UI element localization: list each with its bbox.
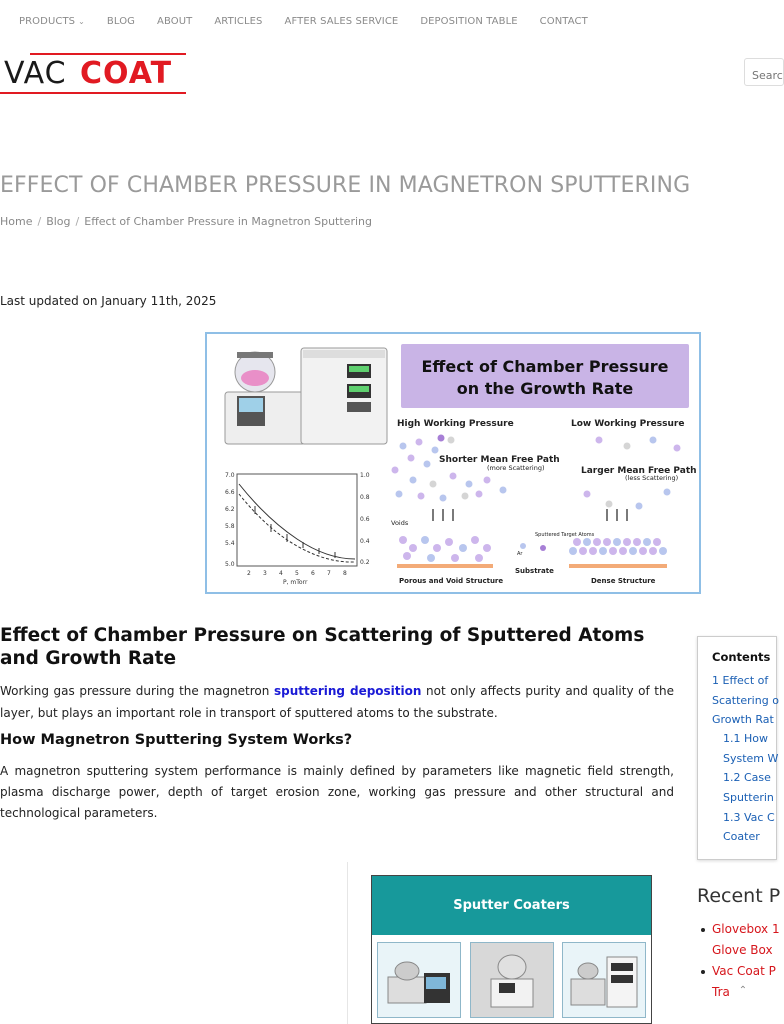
toc-entry-1-3-line2[interactable]: Coater [723,830,760,843]
product-thumb-2[interactable] [470,942,554,1018]
dense-film [569,538,667,568]
svg-text:5.8: 5.8 [225,523,235,530]
recent-post-link[interactable]: Vac Coat P [712,964,776,978]
sputtered-atoms-label: Sputtered Target Atoms [535,532,595,538]
shorter-path-label: Shorter Mean Free Path [439,455,560,465]
paragraph-text: not only affects purity and quality of the layer, but plays an important role in transport of sputtered atoms to the substrate. [0,684,674,720]
figure-title-box [401,344,689,408]
dense-label: Dense Structure [591,577,656,585]
site-logo[interactable] [0,46,186,96]
toc-entry-1-2-line2[interactable]: Sputterin [723,791,774,804]
chevron-up-icon: ⌃ [738,985,748,996]
logo-bottom-line [0,92,186,94]
svg-text:6.2: 6.2 [225,506,235,513]
nav-products[interactable] [19,16,85,27]
substrate-label: Substrate [515,567,554,575]
recent-post-link[interactable]: Tra [712,985,730,999]
toc-entry-1-2[interactable]: 1.2 Case [723,771,771,784]
product-thumb-1[interactable] [377,942,461,1018]
nav-about[interactable]: ABOUT [157,15,193,27]
breadcrumb [0,215,372,228]
toc-entry-1-1[interactable]: 1.1 How [723,732,768,745]
article-paragraph-1 [0,680,674,724]
product-thumb-3[interactable] [562,942,646,1018]
nav-contact[interactable]: CONTACT [539,15,588,27]
svg-text:6.6: 6.6 [225,489,235,496]
svg-text:2: 2 [247,570,251,577]
high-pressure-label: High Working Pressure [397,419,514,429]
logo-top-line [30,53,186,55]
chevron-down-icon: ⌄ [78,16,85,26]
svg-text:5.4: 5.4 [225,540,235,547]
nav-after-sales-service[interactable]: AFTER SALES SERVICE [284,15,399,27]
toc-entry-1-3[interactable]: 1.3 Vac C [723,811,775,824]
recent-post-link[interactable]: Glovebox 1 [712,922,780,936]
column-divider [347,862,348,1024]
svg-text:0.6: 0.6 [360,516,370,523]
more-scattering-label: (more Scattering) [487,464,545,472]
article-heading: Effect of Chamber Pressure on Scattering of Sputtered Atoms and Growth Rate [0,625,645,669]
recent-post-item[interactable] [697,961,777,982]
pressure-graph [225,472,370,586]
sputter-equipment-image [225,348,387,444]
last-updated: Last updated on January 11th, 2025 [0,294,217,308]
toc-title: Contents [712,650,771,664]
hero-figure [205,332,701,594]
sputter-coaters-card[interactable] [371,875,652,1024]
nav-blog[interactable]: BLOG [106,15,136,27]
svg-text:6: 6 [311,570,315,577]
svg-text:0.4: 0.4 [360,538,370,545]
svg-text:0.8: 0.8 [360,494,370,501]
logo-vac-text: VAC [4,56,67,91]
larger-path-label: Larger Mean Free Path [581,466,697,476]
less-scattering-label: (less Scattering) [625,474,679,482]
table-of-contents [697,636,777,860]
low-pressure-label: Low Working Pressure [571,419,685,429]
toc-entry-1-line3[interactable]: Growth Rat [712,713,774,726]
search-input[interactable] [744,58,784,86]
svg-text:5: 5 [295,570,299,577]
graph-xlabel: P, mTorr [283,579,308,586]
figure-title-line1: Effect of Chamber Pressure [421,357,669,376]
svg-text:1.0: 1.0 [360,472,370,479]
svg-text:4: 4 [279,570,283,577]
breadcrumb-separator: / [37,215,42,228]
porous-film [397,536,493,568]
recent-posts-title: Recent P [697,885,781,907]
voids-label: Voids [391,519,409,527]
bullet-icon [701,928,705,932]
toc-entry-1[interactable]: 1 Effect of [712,674,769,687]
logo-coat-text: COAT [80,56,173,91]
article-paragraph-2: A magnetron sputtering system performance is mainly defined by parameters like magnetic field strength, plasma discharge power, depth of target erosion zone, working gas pressure and other structural and technological parameters. [0,764,674,820]
scroll-to-top-button[interactable] [731,985,755,1003]
breadcrumb-current: Effect of Chamber Pressure in Magnetron Sputtering [84,215,372,228]
toc-entry-1-line2[interactable]: Scattering o [712,694,779,707]
porous-label: Porous and Void Structure [399,577,504,585]
svg-text:7: 7 [327,570,331,577]
nav-products-label: PRODUCTS [19,15,76,27]
svg-text:7.0: 7.0 [225,472,235,479]
nav-deposition-table[interactable]: DEPOSITION TABLE [420,15,518,27]
nav-articles[interactable]: ARTICLES [214,15,263,27]
svg-text:8: 8 [343,570,347,577]
page-title: EFFECT OF CHAMBER PRESSURE IN MAGNETRON SPUTTERING [0,173,691,198]
bullet-icon [701,970,705,974]
paragraph-text: Working gas pressure during the magnetron [0,684,274,698]
recent-post-item[interactable] [697,919,780,940]
svg-text:0.2: 0.2 [360,559,370,566]
toc-entry-1-1-line2[interactable]: System W [723,752,779,765]
top-nav [0,12,610,30]
card-title: Sputter Coaters [453,898,570,913]
breadcrumb-blog[interactable]: Blog [46,215,71,228]
recent-post-item-continued[interactable] [697,940,777,961]
breadcrumb-home[interactable]: Home [0,215,33,228]
figure-title-line2: on the Growth Rate [456,379,634,398]
breadcrumb-separator: / [75,215,80,228]
svg-text:3: 3 [263,570,267,577]
svg-text:5.0: 5.0 [225,561,235,568]
article-subheading: How Magnetron Sputtering System Works? [0,732,353,748]
sputtering-deposition-link[interactable]: sputtering deposition [273,684,422,698]
recent-post-link[interactable]: Glove Box [712,943,773,957]
ar-label: Ar [517,551,523,557]
